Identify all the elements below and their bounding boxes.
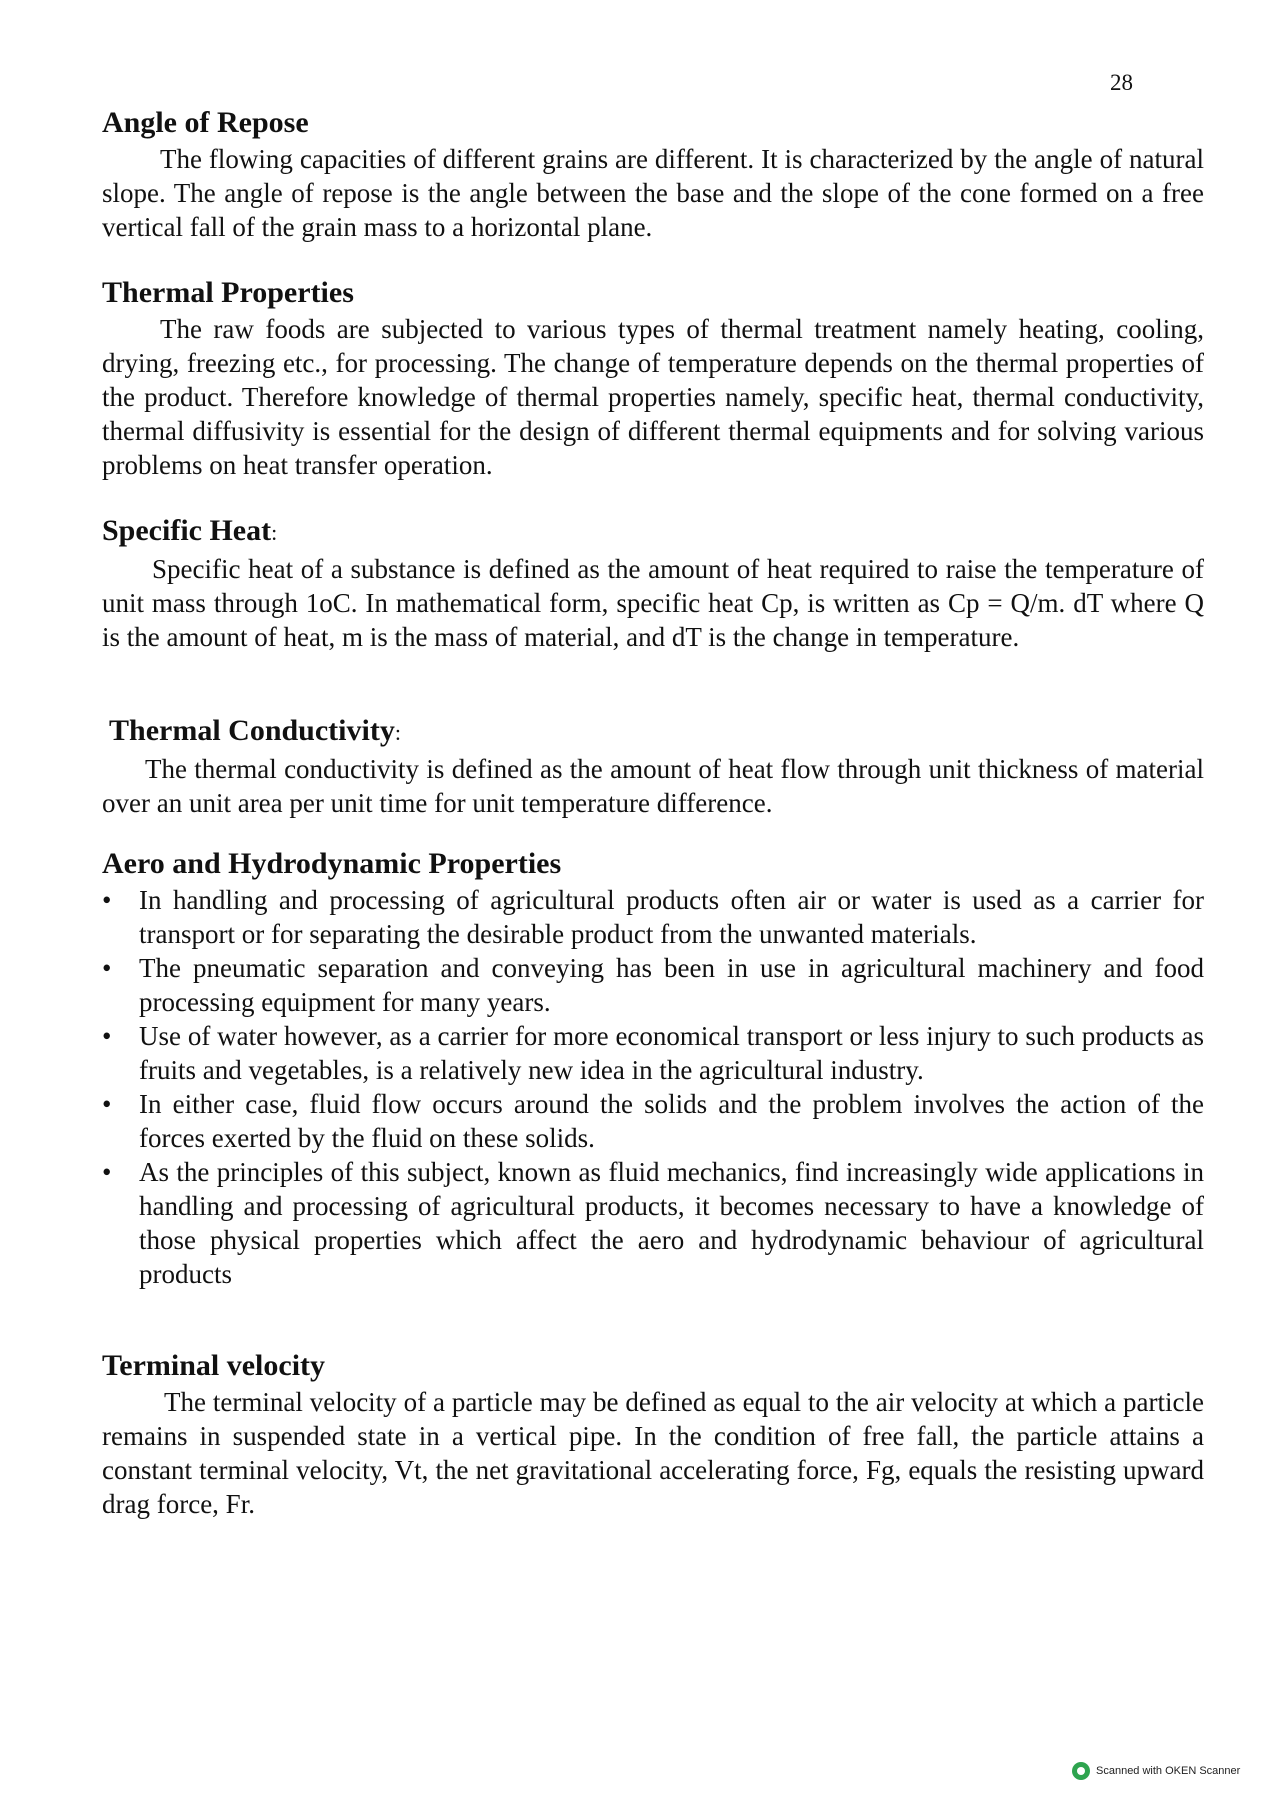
section-thermal-properties — [102, 274, 1204, 482]
list-item — [102, 951, 1204, 1019]
section-specific-heat — [102, 512, 1204, 654]
scanner-watermark — [1072, 1762, 1240, 1780]
section-paragraph: Specific heat of a substance is defined as the amount of heat required to raise the temperature of unit mass through 1oC. In mathematical form, specific heat Cp, is written as Cp = Q/m. dT where Q is the amount of heat, m is the mass of material, and dT is the change in temperature. — [102, 554, 1204, 652]
list-item-text: Use of water however, as a carrier for more economical transport or less injury to such products as fruits and vegetables, is a relatively new idea in the agricultural industry. — [139, 1021, 1204, 1085]
section-heading — [102, 712, 1204, 752]
list-item — [102, 1087, 1204, 1155]
scanner-logo-icon — [1072, 1762, 1090, 1780]
bullet-icon: • — [102, 953, 112, 983]
list-item-text: The pneumatic separation and conveying has been in use in agricultural machinery and food processing equipment for many years. — [139, 953, 1204, 1017]
section-thermal-conductivity — [102, 712, 1204, 820]
list-item — [102, 1019, 1204, 1087]
bullet-list — [102, 883, 1204, 1291]
heading-text: Thermal Conductivity — [109, 714, 395, 747]
heading-colon: : — [394, 720, 401, 745]
list-item-text: As the principles of this subject, known as fluid mechanics, find increasingly wide applications in handling and processing of agricultural products, it becomes necessary to have a knowledge of those physical properties which affect the aero and hydrodynamic behaviour of agricultural products — [139, 1157, 1204, 1289]
section-heading: Angle of Repose — [102, 106, 309, 139]
document-body — [102, 104, 1204, 1521]
section-heading: Thermal Properties — [102, 276, 354, 309]
heading-colon: : — [271, 520, 278, 545]
list-item-text: In either case, fluid flow occurs around the solids and the problem involves the action of the forces exerted by the fluid on these solids. — [139, 1089, 1204, 1153]
section-paragraph: The thermal conductivity is defined as the amount of heat flow through unit thickness of material over an unit area per unit time for unit temperature difference. — [102, 754, 1204, 818]
section-heading: Terminal velocity — [102, 1349, 326, 1382]
list-item-text: In handling and processing of agricultural products often air or water is used as a carrier for transport or for separating the desirable product from the unwanted materials. — [139, 885, 1204, 949]
list-item — [102, 883, 1204, 951]
bullet-icon: • — [102, 1157, 112, 1187]
section-paragraph: The flowing capacities of different grains are different. It is characterized by the angle of natural slope. The angle of repose is the angle between the base and the slope of the cone formed on a free vertical fall of the grain mass to a horizontal plane. — [102, 144, 1204, 242]
bullet-icon: • — [102, 1089, 112, 1119]
bullet-icon: • — [102, 885, 112, 915]
list-item — [102, 1155, 1204, 1291]
scanner-text: Scanned with OKEN Scanner — [1096, 1765, 1241, 1777]
heading-text: Specific Heat — [102, 514, 272, 547]
bullet-icon: • — [102, 1021, 112, 1051]
section-paragraph: The terminal velocity of a particle may be defined as equal to the air velocity at which a particle remains in suspended state in a vertical pipe. In the condition of free fall, the particle attains a constant terminal velocity, Vt, the net gravitational accelerating force, Fg, equals the resisting upward drag force, Fr. — [102, 1387, 1204, 1519]
section-heading — [102, 512, 1204, 552]
section-angle-of-repose — [102, 104, 1204, 244]
page-number: 28 — [1110, 70, 1133, 95]
section-paragraph: The raw foods are subjected to various types of thermal treatment namely heating, cooling, drying, freezing etc., for processing. The change of temperature depends on the thermal properties of the product. Therefore knowledge of thermal properties namely, specific heat, thermal conductivity, thermal diffusivity is essential for the design of different thermal equipments and for solving various problems on heat transfer operation. — [102, 314, 1204, 480]
section-terminal-velocity — [102, 1347, 1204, 1521]
section-aero-hydrodynamic — [102, 845, 1204, 1291]
section-heading: Aero and Hydrodynamic Properties — [102, 847, 562, 880]
